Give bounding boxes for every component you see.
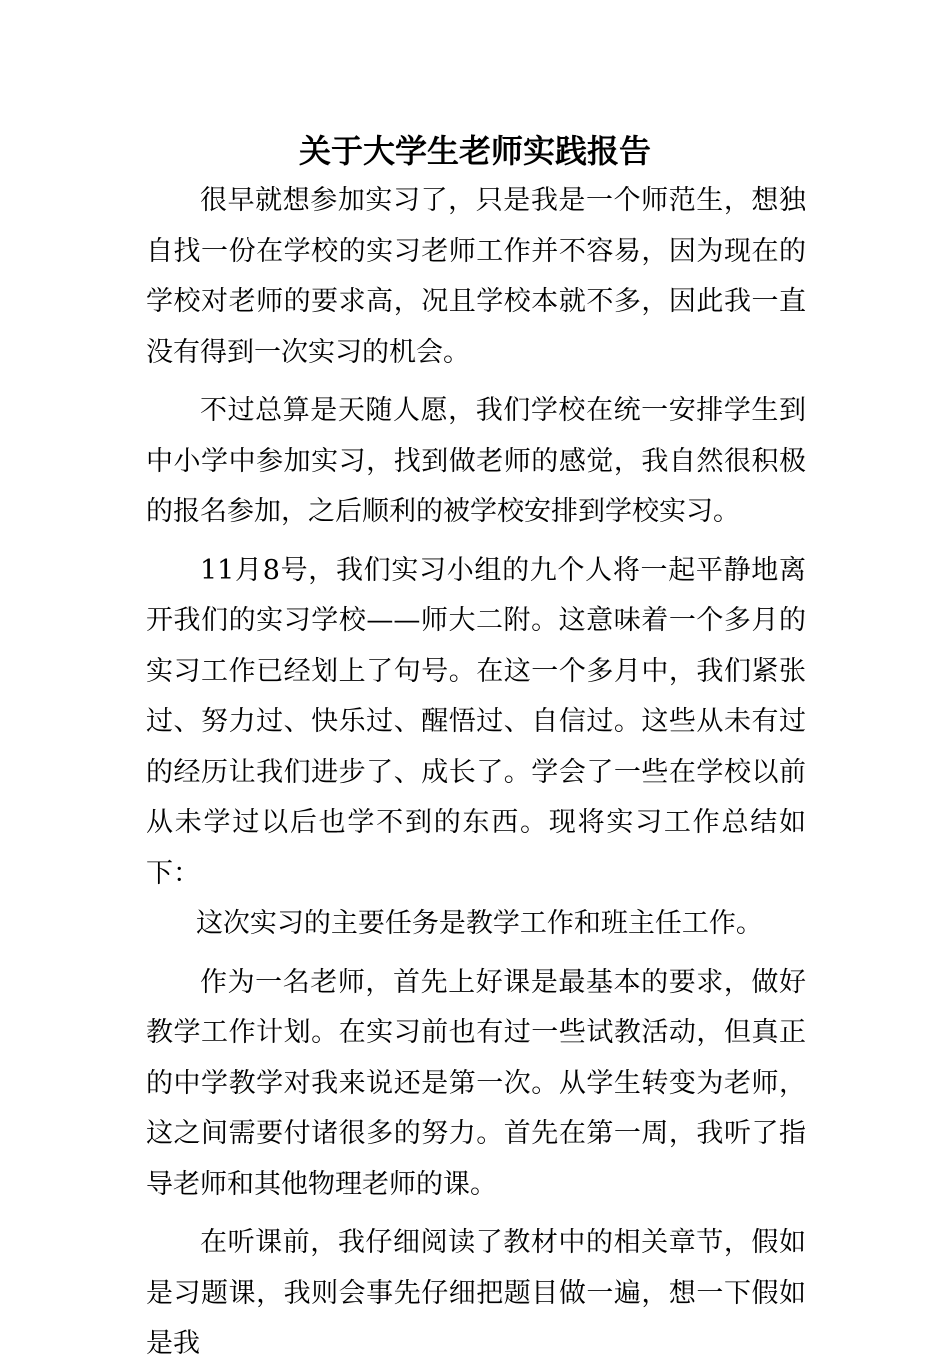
document-body <box>146 176 806 1370</box>
paragraph-5: 作为一名老师，首先上好课是最基本的要求，做好教学工作计划。在实习前也有过一些试教活动，但真正的中学教学对我来说还是第一次。从学生转变为老师，这之间需要付诸很多的努力。首先在第一周，我听了指导老师和其他物理老师的课。 <box>146 966 806 1200</box>
paragraph-4: 这次实习的主要任务是教学工作和班主任工作。 <box>195 908 763 939</box>
paragraph-2: 不过总算是天随人愿，我们学校在统一安排学生到中小学中参加实习，找到做老师的感觉，我自然很积极的报名参加，之后顺利的被学校安排到学校实习。 <box>146 395 806 527</box>
paragraph-1: 很早就想参加实习了，只是我是一个师范生，想独自找一份在学校的实习老师工作并不容易，因为现在的学校对老师的要求高，况且学校本就不多，因此我一直没有得到一次实习的机会。 <box>146 185 806 368</box>
paragraph-6: 在听课前，我仔细阅读了教材中的相关章节，假如是习题课，我则会事先仔细把题目做一遍，想一下假如是我 <box>146 1227 806 1359</box>
paragraph-3: 11月8号，我们实习小组的九个人将一起平静地离开我们的实习学校——师大二附。这意味着一个多月的实习工作已经划上了句号。在这一个多月中，我们紧张过、努力过、快乐过、醒悟过、自信过。这些从未有过的经历让我们进步了、成长了。学会了一些在学校以前从未学过以后也学不到的东西。现将实习工作总结如下： <box>146 554 806 889</box>
document-title: 关于大学生老师实践报告 <box>298 132 651 170</box>
